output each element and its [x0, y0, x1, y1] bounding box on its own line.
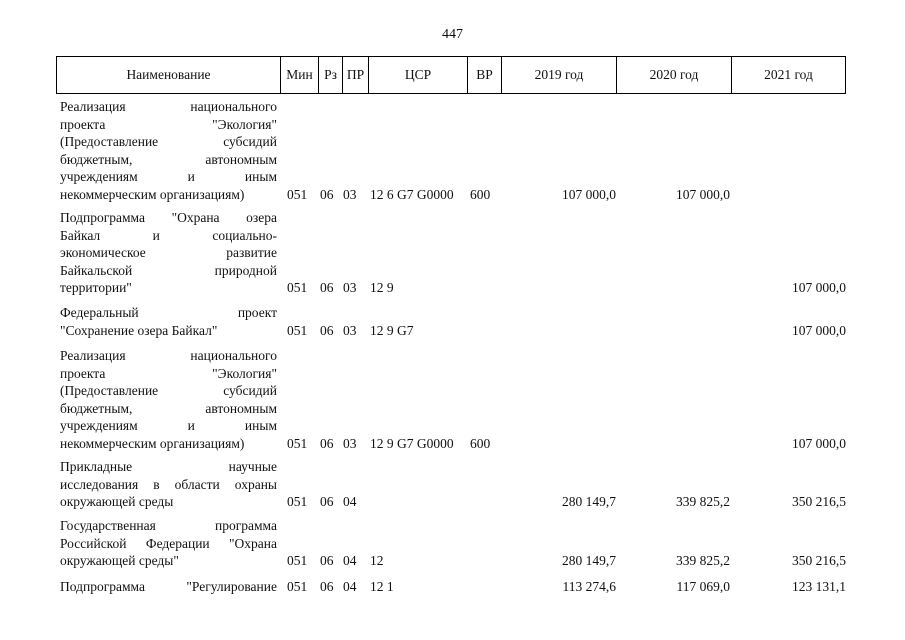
row-name-line: Реализация национального	[60, 348, 277, 363]
cell-min: 051	[287, 187, 308, 202]
cell-rz: 06	[320, 436, 334, 451]
row-name-line: проекта "Экология"	[60, 365, 277, 381]
row-name	[60, 98, 277, 204]
cell-min: 051	[287, 553, 308, 569]
row-name	[60, 517, 277, 570]
row-name-line: некоммерческим организациям)	[60, 186, 245, 202]
cell-pr: 04	[343, 494, 357, 510]
row-name-line: некоммерческим организациям)	[60, 435, 245, 451]
cell-csr: 12 9 G7	[370, 322, 414, 338]
header-min: Мин	[280, 57, 318, 93]
header-2019: 2019 год	[501, 57, 616, 93]
cell-y2021: 107 000,0	[792, 322, 846, 338]
header-vr: ВР	[467, 57, 501, 93]
row-name-line: проекта "Экология"	[60, 116, 277, 132]
row-name-line: Прикладные научные	[60, 459, 277, 474]
cell-y2020: 339 825,2	[676, 494, 730, 510]
cell-y2021: 350 216,5	[792, 553, 846, 569]
cell-pr: 04	[343, 579, 357, 594]
cell-min: 051	[287, 579, 308, 594]
row-name-line: Байкальской природной	[60, 262, 277, 278]
cell-rz: 06	[320, 280, 334, 296]
cell-rz: 06	[320, 553, 334, 569]
cell-min: 051	[287, 280, 308, 296]
row-name-line: учреждениям и иным	[60, 418, 277, 434]
cell-y2019: 107 000,0	[562, 187, 616, 202]
cell-csr: 12 9	[370, 280, 394, 296]
row-name-line: бюджетным, автономным	[60, 400, 277, 416]
row-name-line: Российской Федерации "Охрана	[60, 535, 277, 551]
cell-rz: 06	[320, 187, 334, 202]
cell-csr: 12 9 G7 G0000	[370, 436, 454, 451]
cell-y2021: 107 000,0	[792, 436, 846, 451]
row-name-line: Подпрограмма "Охрана озера	[60, 210, 277, 225]
header-2020: 2020 год	[616, 57, 731, 93]
row-name-line: Байкал и социально-	[60, 227, 277, 243]
cell-y2019: 280 149,7	[562, 553, 616, 569]
header-rz: Рз	[318, 57, 342, 93]
table-header	[56, 56, 846, 94]
cell-csr: 12 6 G7 G0000	[370, 187, 454, 202]
page-number: 447	[442, 27, 463, 42]
cell-y2020: 339 825,2	[676, 553, 730, 569]
cell-min: 051	[287, 322, 308, 338]
row-name-line: "Сохранение озера Байкал"	[60, 322, 218, 338]
row-name	[60, 458, 277, 511]
cell-csr: 12	[370, 553, 384, 569]
cell-min: 051	[287, 436, 308, 451]
cell-pr: 03	[343, 280, 357, 296]
cell-y2020: 117 069,0	[676, 579, 730, 594]
row-name-line: Федеральный проект	[60, 305, 277, 320]
row-name	[60, 304, 277, 339]
cell-pr: 03	[343, 187, 357, 202]
row-name-line: бюджетным, автономным	[60, 151, 277, 167]
row-name-line: (Предоставление субсидий	[60, 383, 277, 399]
cell-rz: 06	[320, 322, 334, 338]
row-name-line: экономическое развитие	[60, 245, 277, 261]
cell-csr: 12 1	[370, 579, 394, 594]
row-name-line: исследования в области охраны	[60, 476, 277, 492]
header-name: Наименование	[126, 67, 211, 82]
header-csr: ЦСР	[368, 57, 467, 93]
cell-pr: 04	[343, 553, 357, 569]
row-name-line: окружающей среды"	[60, 553, 179, 569]
cell-y2021: 107 000,0	[792, 280, 846, 296]
cell-pr: 03	[343, 436, 357, 451]
row-name-line: Государственная программа	[60, 518, 277, 533]
header-2021: 2021 год	[731, 57, 845, 93]
cell-y2019: 280 149,7	[562, 494, 616, 510]
cell-vr: 600	[470, 436, 491, 451]
cell-y2021: 123 131,1	[792, 579, 846, 594]
row-name-line: территории"	[60, 280, 132, 296]
row-name	[60, 209, 277, 297]
cell-rz: 06	[320, 494, 334, 510]
cell-y2019: 113 274,6	[562, 579, 616, 594]
cell-rz: 06	[320, 579, 334, 594]
row-name-line: окружающей среды	[60, 494, 174, 510]
header-pr: ПР	[342, 57, 368, 93]
cell-y2020: 107 000,0	[676, 187, 730, 202]
cell-min: 051	[287, 494, 308, 510]
row-name-line: Реализация национального	[60, 99, 277, 114]
cell-y2021: 350 216,5	[792, 494, 846, 510]
row-name	[60, 347, 277, 453]
row-name-line: Подпрограмма "Регулирование	[60, 579, 277, 594]
cell-vr: 600	[470, 187, 491, 202]
row-name-line: (Предоставление субсидий	[60, 134, 277, 150]
row-name-line: учреждениям и иным	[60, 169, 277, 185]
cell-pr: 03	[343, 322, 357, 338]
row-name	[60, 578, 277, 596]
